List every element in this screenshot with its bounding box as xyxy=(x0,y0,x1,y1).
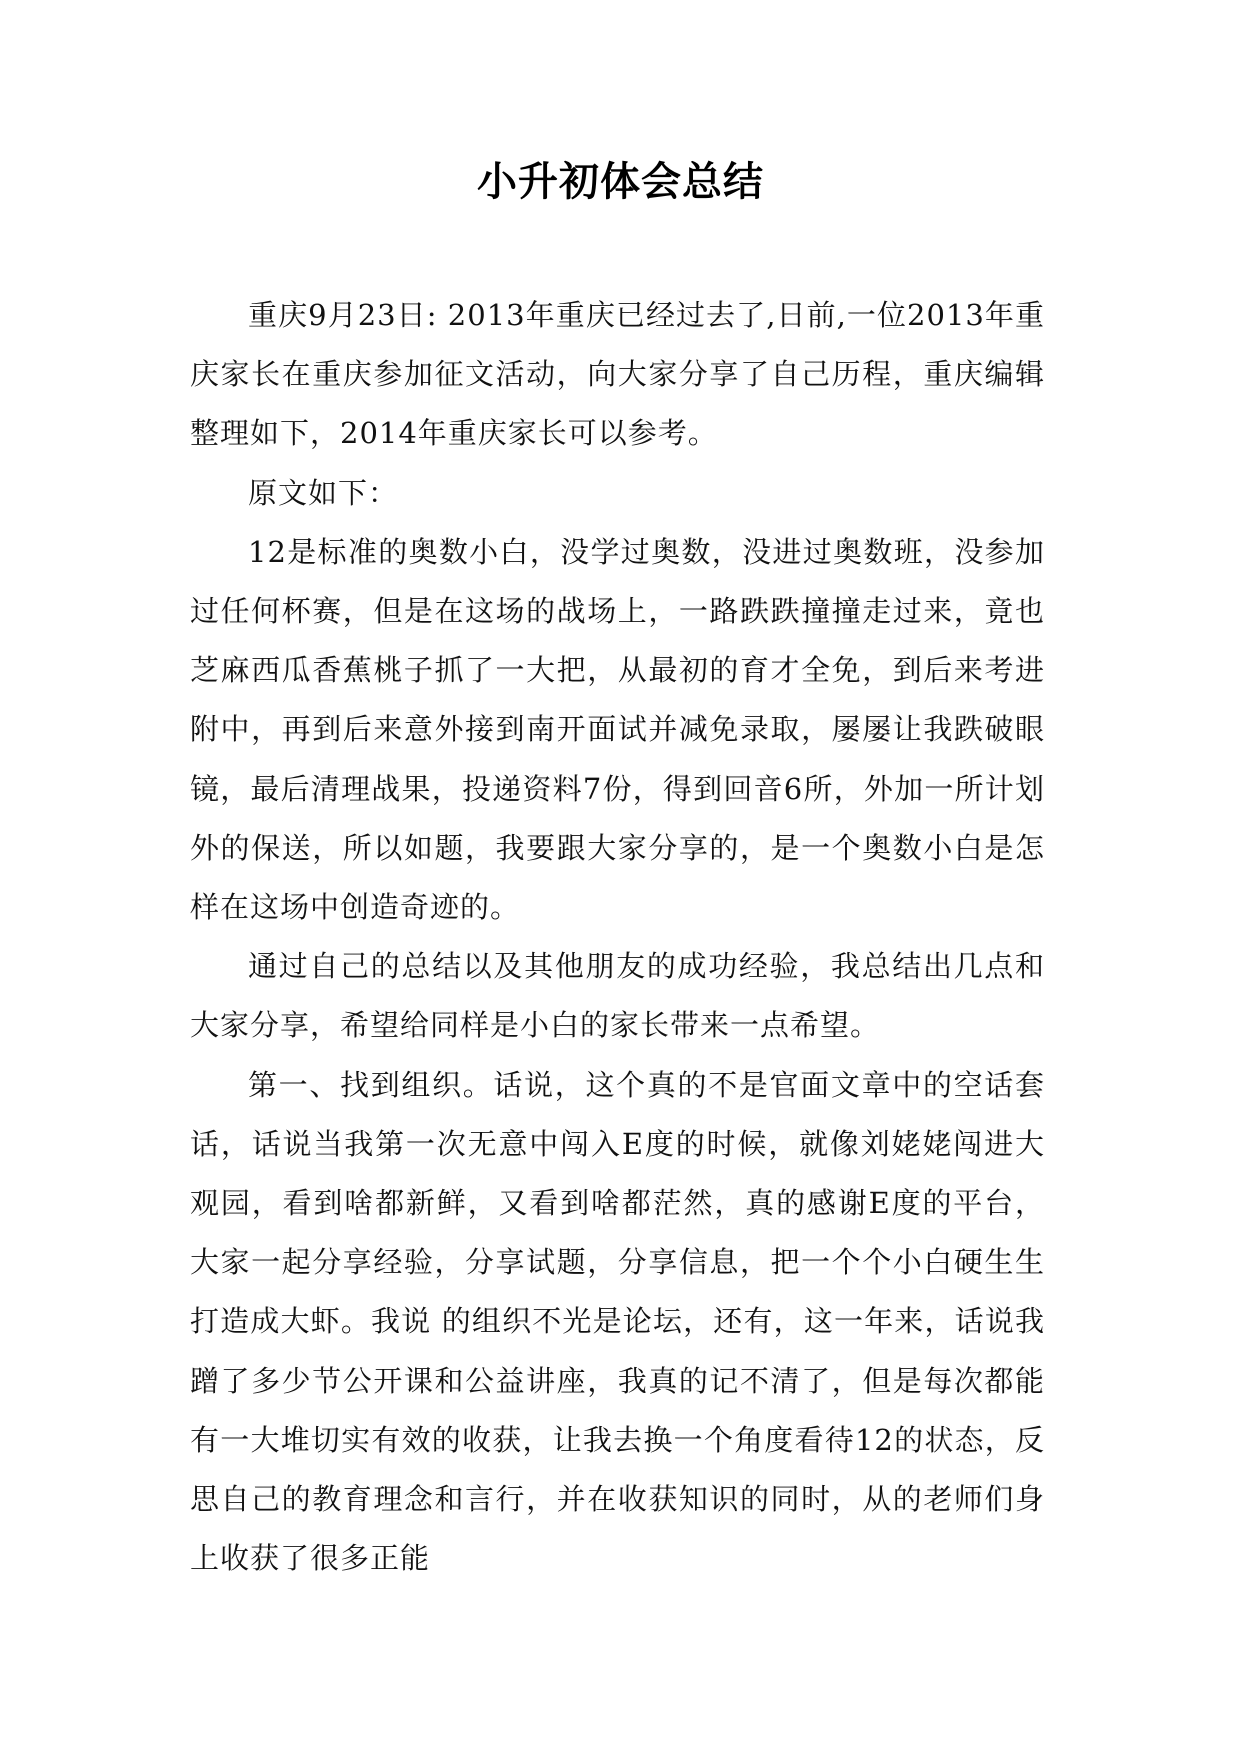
document-body xyxy=(190,286,1045,1588)
document-title: 小升初体会总结 xyxy=(477,159,764,205)
paragraph-point-one: 第一、找到组织。话说，这个真的不是官面文章中的空话套话，话说当我第一次无意中闯入E度的时候，就像刘姥姥闯进大观园，看到啥都新鲜，又看到啥都茫然，真的感谢E度的平台，大家一起分享经验，分享试题，分享信息，把一个个小白硬生生打造成大虾。我说 的组织不光是论坛，还有，这一年来，话说我蹭了多少节公开课和公益讲座，我真的记不清了，但是每次都能有一大堆切实有效的收获，让我去换一个角度看待12的状态，反思自己的教育理念和言行，并在收获知识的同时，从的老师们身上收获了很多正能 xyxy=(190,1067,1045,1576)
paragraph-story: 12是标准的奥数小白，没学过奥数，没进过奥数班，没参加过任何杯赛，但是在这场的战场上，一路跌跌撞撞走过来，竟也芝麻西瓜香蕉桃子抓了一大把，从最初的育才全免，到后来考进附中，再到后来意外接到南开面试并减免录取，屡屡让我跌破眼镜，最后清理战果，投递资料7份，得到回音6所，外加一所计划外的保送，所以如题，我要跟大家分享的，是一个奥数小白是怎样在这场中创造奇迹的。 xyxy=(190,534,1045,925)
paragraph-original-text-label: 原文如下： xyxy=(248,475,399,510)
paragraph-summary: 通过自己的总结以及其他朋友的成功经验，我总结出几点和大家分享，希望给同样是小白的家长带来一点希望。 xyxy=(190,949,1045,1043)
paragraph-intro: 重庆9月23日: 2013年重庆已经过去了,日前,一位2013年重庆家长在重庆参加征文活动，向大家分享了自己历程，重庆编辑整理如下，2014年重庆家长可以参考。 xyxy=(190,298,1045,451)
